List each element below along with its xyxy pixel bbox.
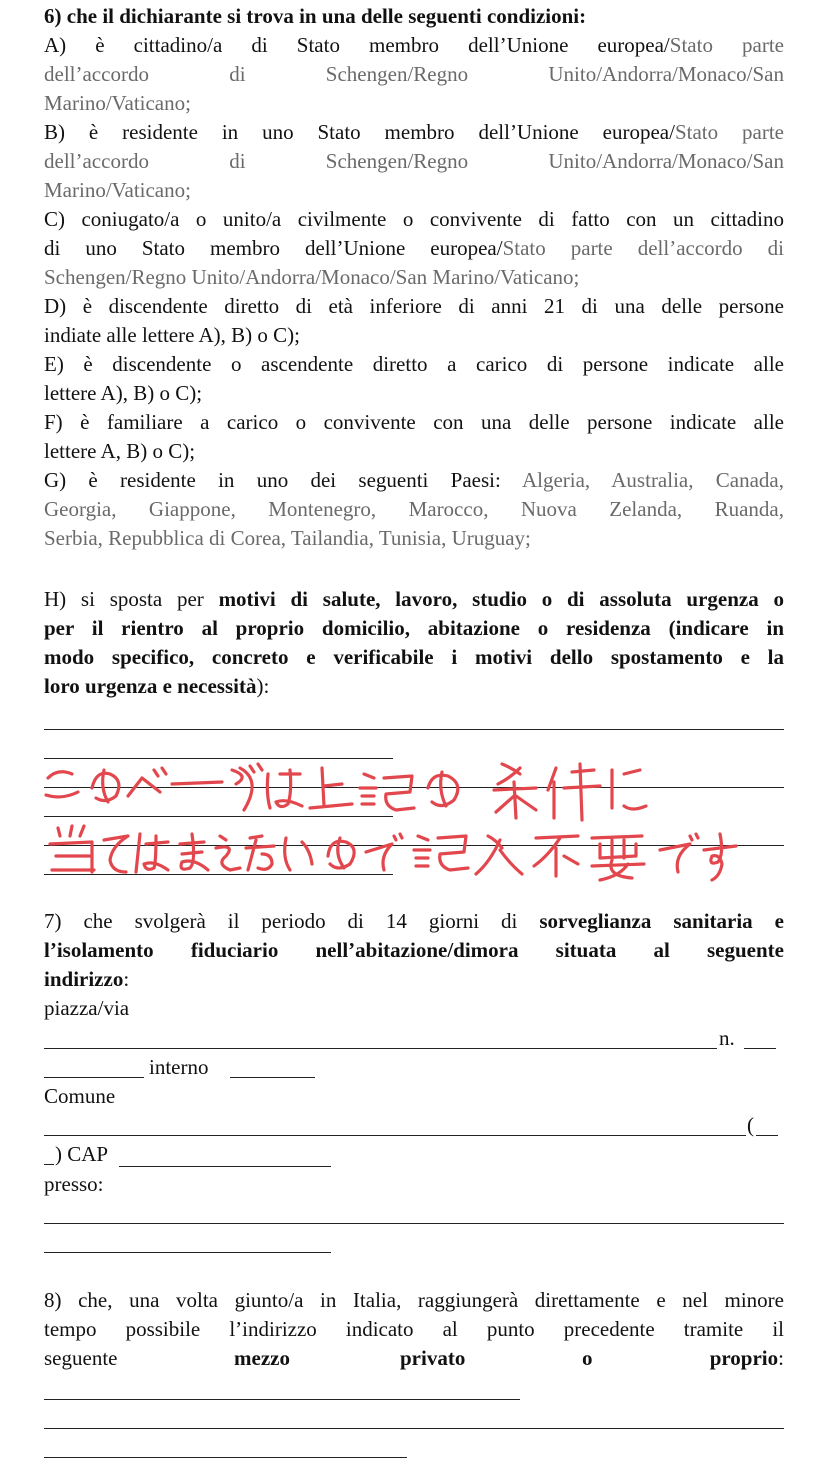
condition-c-line-3: Schengen/Regno Unito/Andorra/Monaco/San Marino/Vaticano; <box>44 265 580 289</box>
piazza-via-label: piazza/via <box>44 996 130 1020</box>
h-blank-line-1[interactable] <box>44 729 784 730</box>
section-8-line-1: 8) che, una volta giunto/a in Italia, raggiungerà direttamente e nel minore <box>44 1288 784 1312</box>
section-7-line-2: l’isolamento fiduciario nell’abitazione/dimora situata al seguente <box>44 938 784 962</box>
interno-field[interactable] <box>230 1077 315 1078</box>
presso-field-2[interactable] <box>44 1252 331 1253</box>
condition-c-line-1: C) coniugato/a o unito/a civilmente o convivente di fatto con un cittadino <box>44 207 784 231</box>
condition-h-line-2: per il rientro al proprio domicilio, abitazione o residenza (indicare in <box>44 616 784 640</box>
comune-label: Comune <box>44 1084 116 1108</box>
handwriting-line-1 <box>46 764 646 820</box>
cap-label: ) CAP <box>55 1142 109 1166</box>
section-8-proprio-wrap <box>710 1344 784 1373</box>
condition-a-line-3: Marino/Vaticano; <box>44 91 191 115</box>
condition-d-line-1: D) è discendente diretto di età inferiore di anni 21 di una delle persone <box>44 294 784 318</box>
condition-f-line-2: lettere A, B) o C); <box>44 439 196 463</box>
condition-a-grey-text: Stato parte <box>669 33 785 57</box>
transport-field-1[interactable] <box>44 1399 520 1400</box>
section-8-colon: : <box>778 1346 784 1370</box>
condition-f-line-1: F) è familiare a carico o convivente con una delle persone indicate alle <box>44 410 784 434</box>
section-8-seguente: seguente <box>44 1346 118 1370</box>
section-8-proprio: proprio <box>709 1346 779 1370</box>
condition-h-bold-text: motivi di salute, lavoro, studio o di assoluta urgenza o <box>218 587 784 611</box>
condition-g-line-1 <box>44 466 784 495</box>
cap-field[interactable] <box>119 1166 331 1167</box>
condition-h-bold-end: loro urgenza e necessità <box>44 674 257 698</box>
section-7-bold-text: sorveglianza sanitaria e <box>539 909 784 933</box>
condition-g-line-2: Georgia, Giappone, Montenegro, Marocco, Nuova Zelanda, Ruanda, <box>44 497 784 521</box>
section-7-colon: : <box>123 967 130 991</box>
condition-h-end: ): <box>256 674 270 698</box>
handwriting-line-2 <box>50 826 736 880</box>
condition-c-grey-text: Stato parte dell’accordo di <box>502 236 784 260</box>
section-8-line-2: tempo possibile l’indirizzo indicato al punto precedente tramite il <box>44 1317 784 1341</box>
condition-b-grey-text: Stato parte <box>674 120 784 144</box>
handwritten-note <box>0 740 828 890</box>
section-7-line-1 <box>44 907 784 936</box>
province-paren-open: ( <box>747 1113 754 1137</box>
comune-field[interactable] <box>44 1135 746 1136</box>
civic-number-field[interactable] <box>744 1048 776 1049</box>
section-6-heading: 6) che il dichiarante si trova in una delle seguenti condizioni: <box>44 4 587 28</box>
condition-e-line-2: lettere A), B) o C); <box>44 381 203 405</box>
condition-d-line-2: indiate alle lettere A), B) o C); <box>44 323 300 347</box>
section-8-o: o <box>582 1346 593 1370</box>
condition-a-line-2: dell’accordo di Schengen/Regno Unito/Andorra/Monaco/San <box>44 62 784 86</box>
condition-g-grey-text: Algeria, Australia, Canada, <box>521 468 784 492</box>
condition-e-line-1: E) è discendente o ascendente diretto a carico di persone indicate alle <box>44 352 784 376</box>
condition-b-text: B) è residente in uno Stato membro dell’Unione europea/ <box>44 120 675 144</box>
interno-pre-field[interactable] <box>44 1077 144 1078</box>
condition-g-line-3: Serbia, Repubblica di Corea, Tailandia, Tunisia, Uruguay; <box>44 526 531 550</box>
condition-h-line-1 <box>44 585 784 614</box>
condition-a-line-1 <box>44 31 784 60</box>
civic-number-label: n. <box>719 1026 735 1050</box>
condition-b-line-2: dell’accordo di Schengen/Regno Unito/Andorra/Monaco/San <box>44 149 784 173</box>
section-8-mezzo: mezzo <box>234 1346 290 1370</box>
condition-c-text: di uno Stato membro dell’Unione europea/ <box>44 236 503 260</box>
condition-h-line-3: modo specifico, concreto e verificabile i motivi dello spostamento e la <box>44 645 784 669</box>
presso-label: presso: <box>44 1172 104 1196</box>
presso-field-1[interactable] <box>44 1223 784 1224</box>
condition-c-line-2 <box>44 234 784 263</box>
condition-a-text: A) è cittadino/a di Stato membro dell’Unione europea/ <box>44 33 670 57</box>
condition-b-line-3: Marino/Vaticano; <box>44 178 191 202</box>
section-7-indirizzo: indirizzo <box>44 967 124 991</box>
section-7-line-3 <box>44 965 784 994</box>
interno-label: interno <box>149 1055 209 1079</box>
section-8-privato: privato <box>400 1346 466 1370</box>
section-7-text: 7) che svolgerà il periodo di 14 giorni di <box>44 909 540 933</box>
transport-field-2[interactable] <box>44 1428 784 1429</box>
province-field[interactable] <box>756 1135 778 1136</box>
condition-h-line-4 <box>44 672 784 701</box>
transport-field-3[interactable] <box>44 1457 407 1458</box>
province-field-end[interactable] <box>44 1164 54 1165</box>
piazza-via-field[interactable] <box>44 1048 717 1049</box>
condition-b-line-1 <box>44 118 784 147</box>
condition-h-text: H) si sposta per <box>44 587 219 611</box>
condition-g-text: G) è residente in uno dei seguenti Paesi: <box>44 468 522 492</box>
